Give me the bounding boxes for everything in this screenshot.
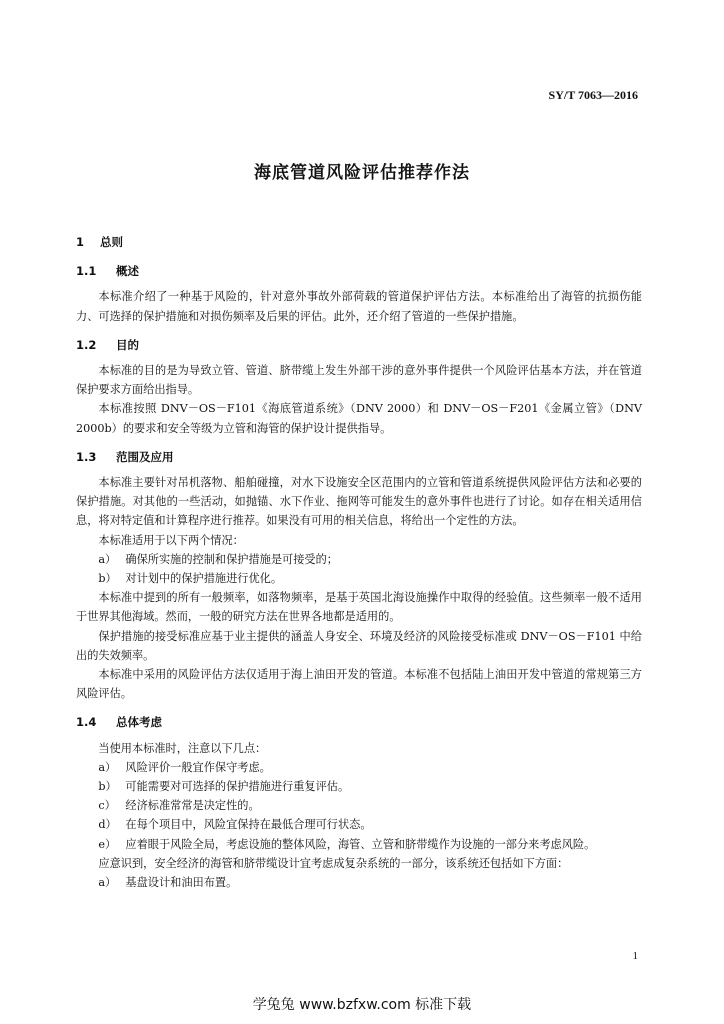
list-text: 经济标准常常是决定性的。 [125,799,260,813]
section-number: 1.2 [76,337,97,352]
paragraph: 本标准中采用的风险评估方法仅适用于海上油田开发的管道。本标准不包括陆上油田开发中管道的常规第三方风险评估。 [76,668,642,701]
list-marker: b） [98,572,117,586]
list-item [76,758,642,777]
paragraph: 保护措施的接受标准应基于业主提供的涵盖人身安全、环境及经济的风险接受标准或 DNV－OS－F101 中给出的失效频率。 [76,629,642,662]
paragraph: 当使用本标准时，注意以下几点： [98,741,267,755]
paragraph: 应意识到，安全经济的海管和脐带缆设计宜考虑成复杂系统的一部分，该系统还包括如下方面： [98,856,569,870]
list-marker: b） [98,780,117,794]
paragraph: 本标准按照 DNV－OS－F101《海底管道系统》（DNV 2000）和 DNV－OS－F201《金属立管》（DNV 2000b）的要求和安全等级为立管和海管的保护设计提供指导。 [76,402,642,435]
list-marker: e） [98,837,117,851]
list-item [76,550,642,569]
section-title: 范围及应用 [116,449,174,464]
paragraph: 本标准主要针对吊机落物、船舶碰撞，对水下设施安全区范围内的立管和管道系统提供风险评估方法和必要的保护措施。对其他的一些活动，如抛锚、水下作业、拖网等可能发生的意外事件也进行了讨论。如存在相关适用信息，将对特定值和计算程序进行推荐。如果没有可用的相关信息，将给出一个定性的方法。 [76,476,642,528]
paragraph: 本标准介绍了一种基于风险的，针对意外事故外部荷载的管道保护评估方法。本标准给出了海管的抗损伤能力、可选择的保护措施和对损伤频率及后果的评估。此外，还介绍了管道的一些保护措施。 [76,290,642,323]
standard-code: SY/T 7063—2016 [548,88,638,102]
section-1-2-heading [76,336,642,355]
list-marker: c） [98,799,116,813]
list-marker: a） [98,760,117,774]
section-title: 总则 [100,235,124,249]
list-marker: a） [98,876,117,890]
section-number: 1.4 [76,715,97,730]
list-marker: d） [98,818,117,832]
section-1-heading [76,233,642,252]
list-item [76,835,642,854]
page-number: 1 [632,950,638,962]
list-text: 可能需要对可选择的保护措施进行重复评估。 [125,780,350,794]
list-text: 应着眼于风险全局，考虑设施的整体风险，海管、立管和脐带缆作为设施的一部分来考虑风险。 [125,837,596,851]
list-item [76,815,642,834]
section-number: 1 [76,235,85,249]
section-1-3-heading [76,448,642,467]
section-number: 1.3 [76,449,97,464]
paragraph: 本标准的目的是为导致立管、管道、脐带缆上发生外部干涉的意外事件提供一个风险评估基本方法，并在管道保护要求方面给出指导。 [76,364,642,397]
paragraph: 本标准中提到的所有一般频率，如落物频率，是基于英国北海设施操作中取得的经验值。这些频率一般不适用于世界其他海域。然而，一般的研究方法在世界各地都是适用的。 [76,591,642,624]
section-number: 1.1 [76,264,97,279]
document-title: 海底管道风险评估推荐作法 [254,163,470,183]
document-body [76,233,642,892]
list-text: 在每个项目中，风险宜保持在最低合理可行状态。 [125,818,372,832]
paragraph: 本标准适用于以下两个情况： [98,533,244,547]
list-item [76,569,642,588]
section-1-1-heading [76,262,642,281]
section-title: 总体考虑 [116,715,163,730]
section-title: 概述 [116,264,140,279]
list-text: 风险评价一般宜作保守考虑。 [125,760,271,774]
section-1-4-heading [76,713,642,732]
footer-watermark: 学兔兔 www.bzfxw.com 标准下载 [252,997,472,1013]
list-marker: a） [98,552,117,566]
section-title: 目的 [116,337,140,352]
list-item [76,777,642,796]
list-text: 对计划中的保护措施进行优化。 [125,572,283,586]
list-item [76,873,642,892]
list-text: 基盘设计和油田布置。 [125,876,238,890]
list-text: 确保所实施的控制和保护措施是可接受的； [125,552,338,566]
list-item [76,796,642,815]
